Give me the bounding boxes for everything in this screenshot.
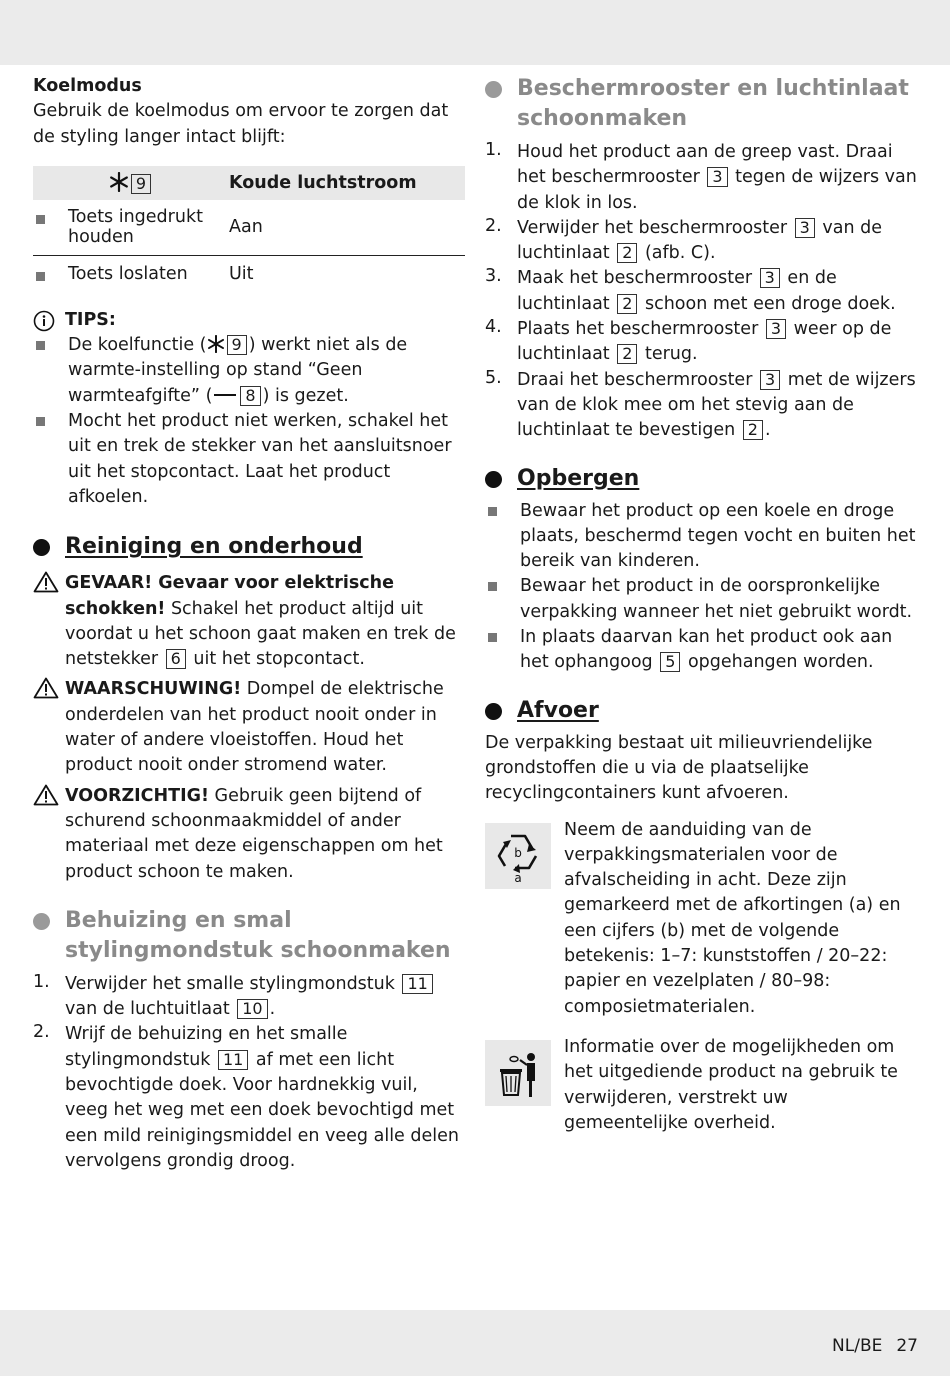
- list-item: 2. Verwijder het beschermrooster 3 van de luchtinlaat 2 (afb. C).: [485, 215, 883, 264]
- tips-title: TIPS:: [65, 309, 116, 330]
- koelmodus-intro: Gebruik de koelmodus om ervoor te zorgen dat de styling langer intact blijft:: [33, 101, 449, 147]
- opbergen-section: [485, 464, 917, 676]
- afvoer-section: [485, 696, 917, 1136]
- section-bullet: [33, 539, 50, 556]
- disposal-info: [485, 1036, 917, 1136]
- warning-danger: GEVAAR! Gevaar voor elektrische schokken! Schakel het product altijd uit voordat u het schoon gaat maken en trek de netstekker 6 uit het stopcontact.: [33, 571, 465, 672]
- list-item: De koelfunctie ( 9 ) werkt niet als de warmte-instelling op stand “Geen warmteafgifte” ( 8 ) is gezet.: [33, 333, 465, 409]
- list-item: Bewaar het product in de oorspronkelijke verpakking wanneer het niet gebruikt wordt.: [485, 574, 917, 625]
- list-item: 1. Verwijder het smalle stylingmondstuk 11 van de luchtuitlaat 10 .: [33, 972, 465, 1023]
- row-value: Aan: [229, 217, 263, 238]
- table-row: [33, 200, 465, 256]
- warning-triangle-icon: [33, 571, 59, 593]
- page-footer: [818, 1336, 918, 1356]
- trash-bin-icon: [485, 1040, 551, 1106]
- cooling-table-header-label: Koude luchtstroom: [229, 172, 417, 193]
- section-bullet: [485, 471, 502, 488]
- cooling-table: [33, 166, 465, 284]
- list-item: Mocht het product niet werken, schakel het uit en trek de stekker van het aansluitsnoer uit het stopcontact. Laat het product afkoelen.: [33, 409, 465, 510]
- bullet-square: [36, 272, 45, 281]
- list-item: Bewaar het product op een koele en droge plaats, beschermd tegen vocht en buiten het bereik van kinderen.: [485, 499, 917, 575]
- cooling-table-header: [33, 166, 465, 200]
- recycle-icon: [485, 823, 551, 889]
- snowflake-icon: [109, 172, 129, 192]
- header-bar: [0, 0, 950, 65]
- warning-waarschuwing: WAARSCHUWING! Dompel de elektrische onderdelen van het product nooit onder in water of andere vloeistoffen. Houd het product nooit onder stromend water.: [33, 677, 465, 778]
- warning-triangle-icon: [33, 677, 59, 699]
- warning-triangle-icon: [33, 784, 59, 806]
- no-heat-icon: [214, 394, 236, 396]
- table-row: [33, 255, 465, 284]
- list-item: 2. Wrijf de behuizing en het smalle stylingmondstuk 11 af met een licht bevochtigde doek. Voor hardnekkig vuil, veeg het weg met een doek bevochtigd met een mild reinigingsmiddel en veeg alle delen vervolgens grondig droog.: [33, 1022, 459, 1171]
- disposal-text: Informatie over de mogelijkheden om het uitgediende product na gebruik te verwijderen, verstrekt uw gemeentelijke overheid.: [564, 1036, 898, 1133]
- page-number: 27: [896, 1336, 918, 1356]
- afvoer-intro: De verpakking bestaat uit milieuvriendelijke grondstoffen die u via de plaatselijke recyclingcontainers kunt afvoeren.: [485, 732, 873, 804]
- bullet-square: [36, 215, 45, 224]
- list-item: 5. Draai het beschermrooster 3 met de wijzers van de klok mee om het stevig aan de luchtinlaat te bevestigen 2 .: [485, 367, 916, 441]
- section-heading: Opbergen: [517, 465, 640, 491]
- section-bullet: [485, 703, 502, 720]
- row-value: Uit: [229, 263, 254, 284]
- snowflake-icon: [207, 335, 225, 353]
- section-heading: Reiniging en onderhoud: [65, 534, 363, 560]
- list-item: In plaats daarvan kan het product ook aan het ophangoog 5 opgehangen worden.: [485, 625, 917, 676]
- left-column: [33, 74, 465, 1174]
- list-item: 4. Plaats het beschermrooster 3 weer op de luchtinlaat 2 terug.: [485, 317, 892, 365]
- list-item: 1. Houd het product aan de greep vast. Draai het beschermrooster 3 tegen de wijzers van de klok in los.: [485, 140, 917, 213]
- row-label: Toets ingedrukt houden: [68, 206, 203, 247]
- row-label: Toets loslaten: [68, 263, 188, 284]
- warning-voorzichtig: VOORZICHTIG! Gebruik geen bijtend of schurend schoonmaakmiddel of ander materiaal met deze eigenschappen om het product schoon te maken.: [33, 784, 465, 885]
- reiniging-section: [33, 532, 465, 885]
- info-icon: [33, 310, 55, 332]
- recycling-info: [485, 819, 917, 1020]
- language-code: NL/BE: [832, 1336, 883, 1356]
- right-column: [485, 74, 917, 1136]
- behuizing-section: [33, 906, 465, 1174]
- part-number: 9: [131, 174, 151, 194]
- recycle-text: Neem de aanduiding van de verpakkingsmaterialen voor de afvalscheiding in acht. Deze zijn gemarkeerd met de afkortingen (a) en een cijfers (b) met de volgende betekenis: 1–7: kunststoffen / 20–22: papier en vezelplaten / 80–98: composietmaterialen.: [564, 819, 901, 1017]
- tips-section: [33, 308, 465, 510]
- svg-text:b: b: [514, 845, 522, 860]
- list-item: 3. Maak het beschermrooster 3 en de luchtinlaat 2 schoon met een droge doek.: [485, 266, 896, 314]
- section-heading: Afvoer: [517, 697, 599, 723]
- koelmodus-title: Koelmodus: [33, 76, 142, 96]
- footer-bar: [0, 1310, 950, 1376]
- rooster-section: [485, 74, 917, 444]
- section-heading: Behuizing en smal stylingmondstuk schoonmaken: [65, 907, 451, 963]
- section-bullet: [485, 81, 502, 98]
- section-bullet: [33, 913, 50, 930]
- section-heading: Beschermrooster en luchtinlaat schoonmaken: [517, 76, 909, 131]
- svg-text:a: a: [514, 870, 522, 884]
